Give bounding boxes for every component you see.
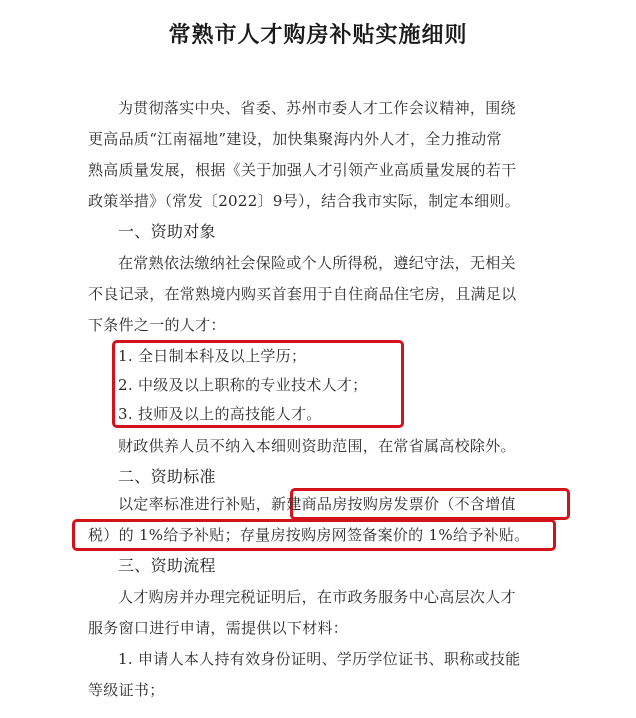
highlighted-text: 新建商品房按购房发票价（不含增值 bbox=[271, 495, 516, 513]
intro-line: 为贯彻落实中央、省委、苏州市委人才工作会议精神，围绕 bbox=[118, 99, 516, 117]
text-segment: 以定率标准进行补贴， bbox=[118, 495, 272, 513]
list-item: 2. 中级及以上职称的专业技术人才； bbox=[118, 376, 368, 394]
section-paragraph-line: 服务窗口进行申请，需提供以下材料： bbox=[88, 619, 349, 637]
list-item: 3. 技师及以上的高技能人才。 bbox=[118, 405, 322, 423]
list-item: 1. 申请人本人持有效身份证明、学历学位证书、职称或技能 bbox=[118, 650, 521, 668]
document-title: 常熟市人才购房补贴实施细则 bbox=[168, 22, 468, 48]
intro-line: 熟高质量发展，根据《关于加强人才引领产业高质量发展的若干 bbox=[88, 161, 517, 179]
section-paragraph-line: 在常熟依法缴纳社会保险或个人所得税，遵纪守法，无相关 bbox=[118, 254, 516, 272]
intro-line: 更高品质“江南福地”建设，加快集聚海内外人才，全力推动常 bbox=[88, 130, 502, 148]
section-paragraph-line: 不良记录，在常熟境内购买首套用于自住商品住宅房，且满足以 bbox=[88, 285, 517, 303]
section-paragraph-line: 人才购房并办理完税证明后，在市政务服务中心高层次人才 bbox=[118, 588, 516, 606]
section-heading: 二、资助标准 bbox=[118, 467, 216, 486]
list-item: 等级证书； bbox=[88, 681, 165, 699]
intro-line: 政策举措》（常发〔2022〕9号），结合我市实际，制定本细则。 bbox=[88, 192, 521, 210]
section-paragraph-line bbox=[118, 494, 516, 514]
section-heading: 一、资助对象 bbox=[118, 222, 216, 241]
section-paragraph-line: 下条件之一的人才： bbox=[88, 316, 226, 334]
list-item: 1. 全日制本科及以上学历； bbox=[118, 347, 307, 365]
highlighted-text: 税）的 1%给予补贴；存量房按购房网签备案价的 1%给予补贴。 bbox=[88, 526, 530, 544]
section-heading: 三、资助流程 bbox=[118, 556, 216, 575]
section-note: 财政供养人员不纳入本细则资助范围，在常省属高校除外。 bbox=[118, 437, 516, 455]
